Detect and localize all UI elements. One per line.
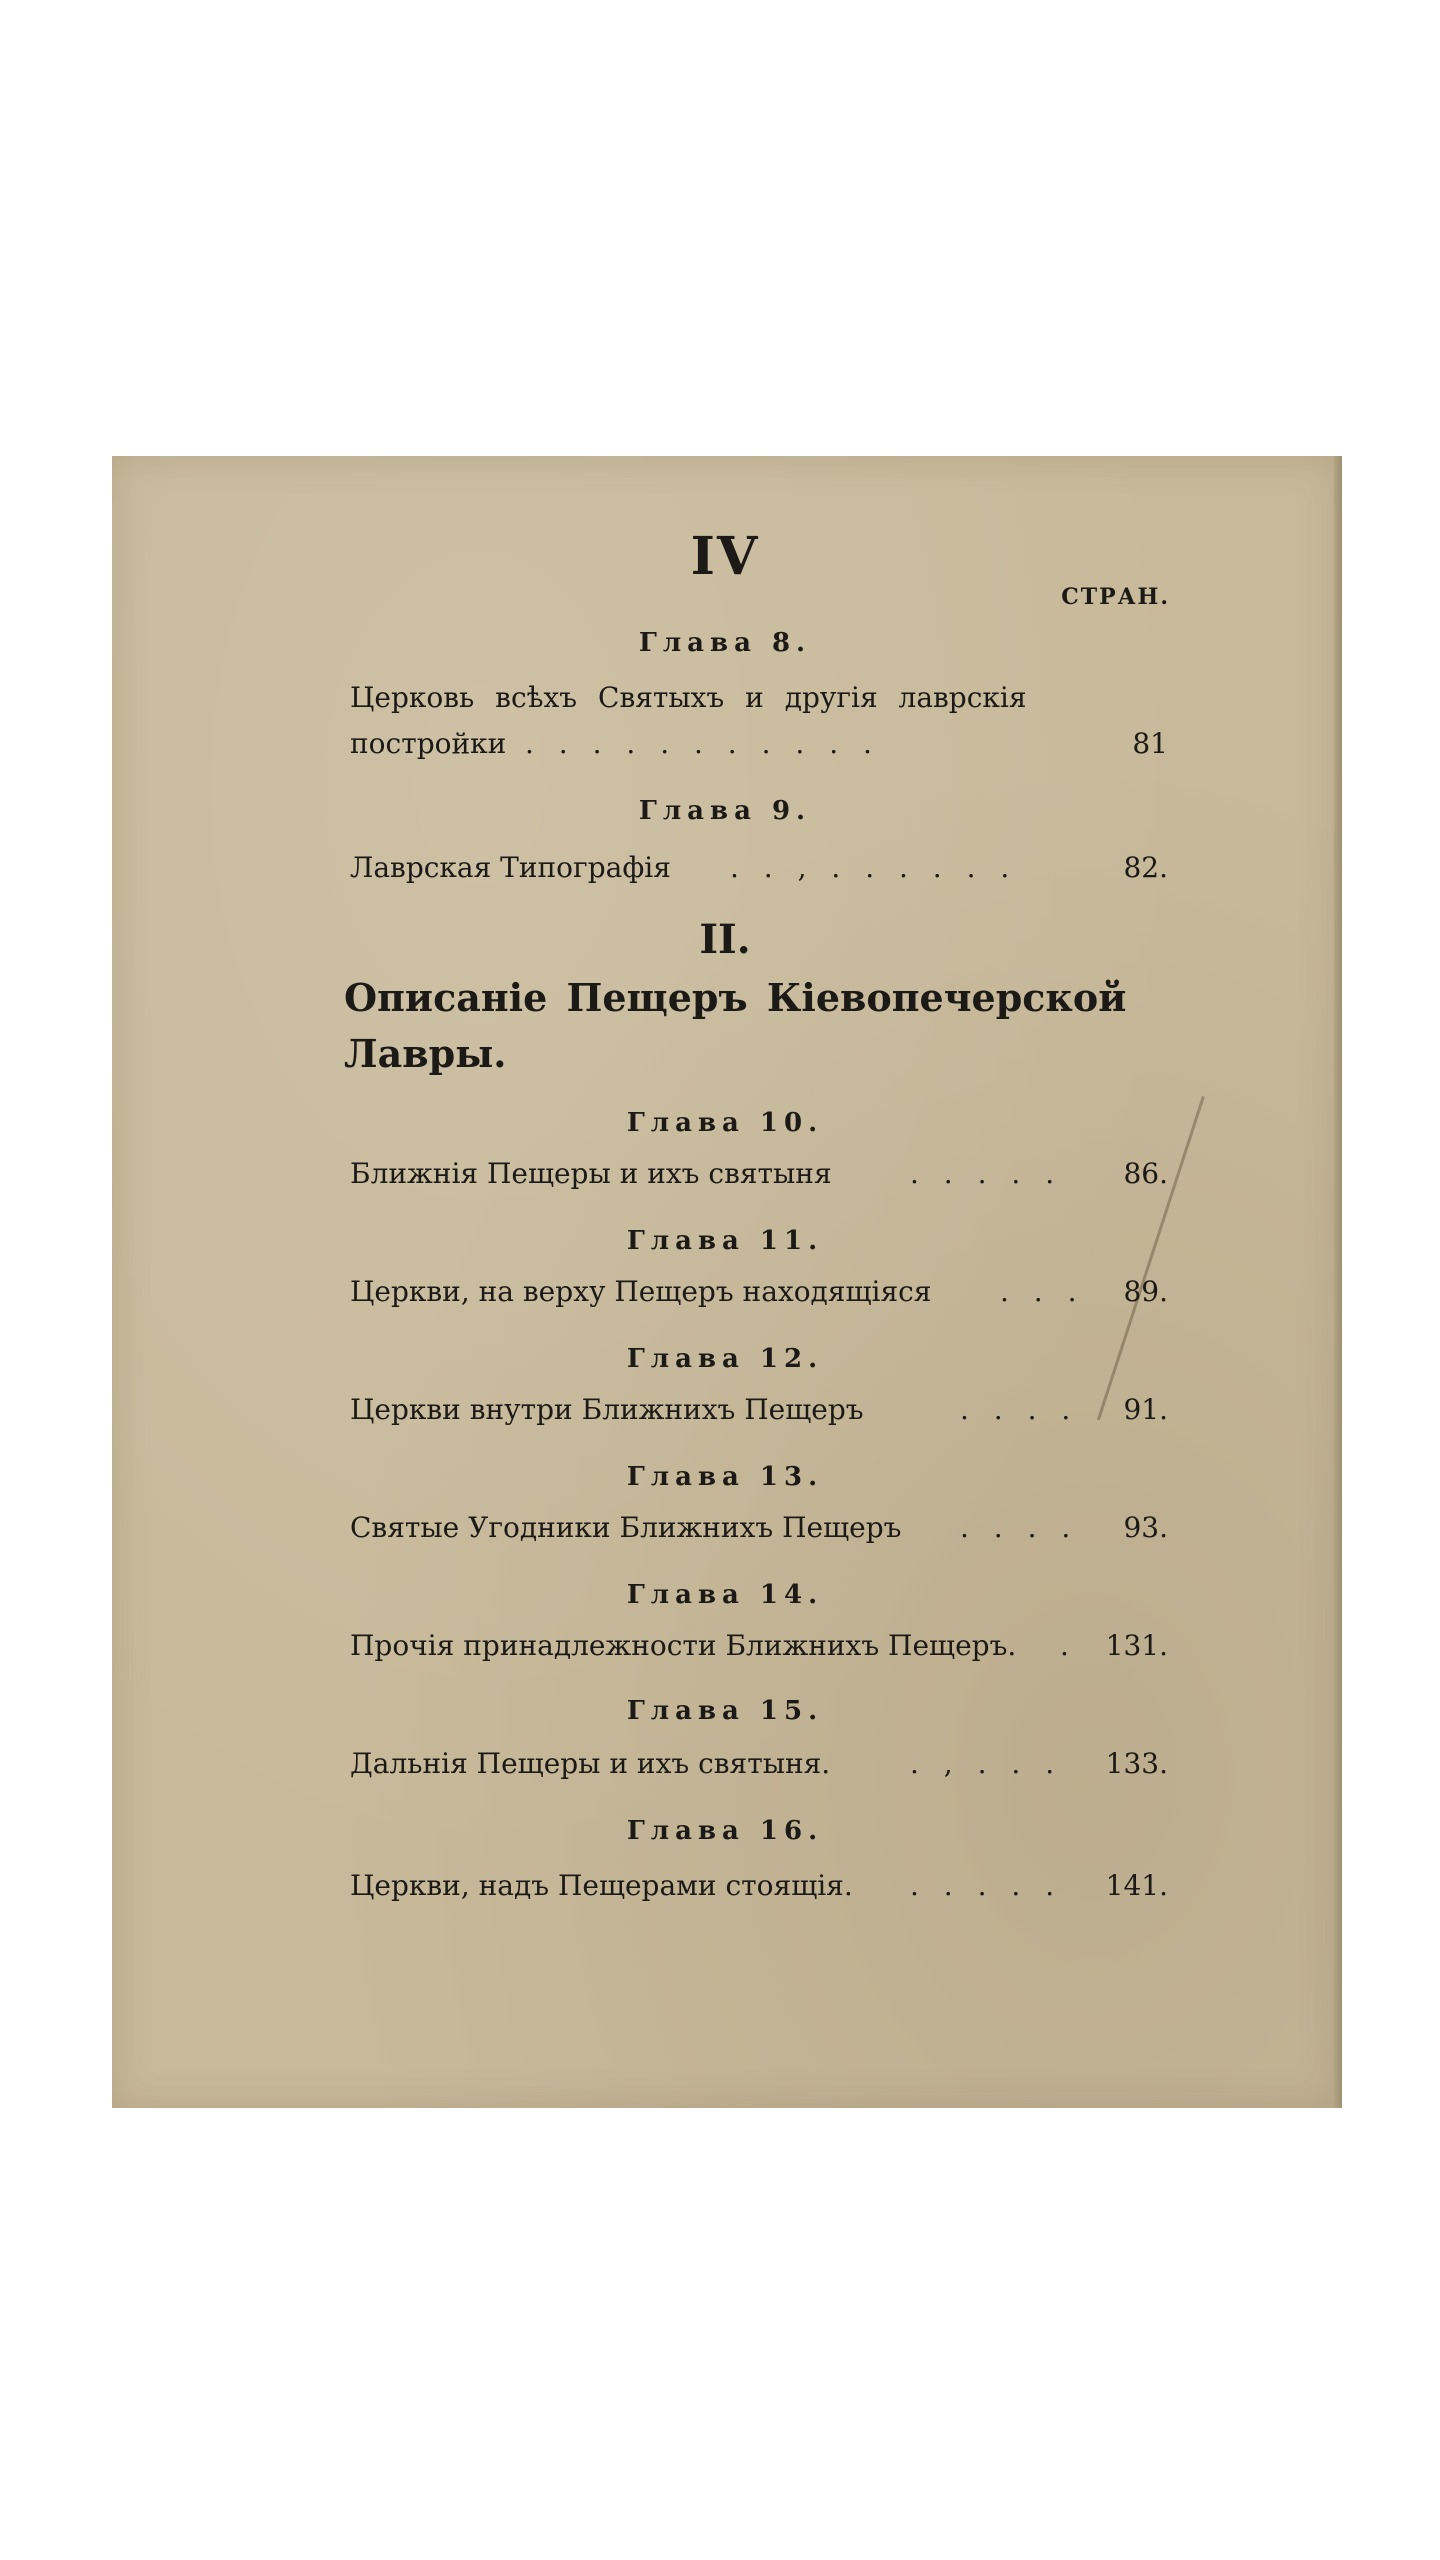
toc-leader-dots: . , . . .: [910, 1747, 1063, 1780]
toc-entry: [350, 1866, 1168, 1906]
chapter-heading: Глава 8.: [638, 628, 812, 658]
part-title: Описаніе Пещеръ Кіевопечерской: [344, 975, 1127, 1020]
toc-entry: [350, 1390, 1168, 1430]
toc-leader-dots: . . .: [1000, 1275, 1085, 1308]
toc-entry-title: Лаврская Типографія: [350, 851, 671, 884]
toc-entry-title: Ближнія Пещеры и ихъ святыня: [350, 1157, 832, 1190]
toc-entry: [350, 1626, 1168, 1666]
toc-entry: [350, 1744, 1168, 1784]
toc-leader-dots: . . . .: [960, 1511, 1079, 1544]
toc-page-number: 141.: [1105, 1869, 1168, 1902]
toc-page-number: 82.: [1123, 851, 1168, 884]
toc-entry-title: Прочія принадлежности Ближнихъ Пещеръ.: [350, 1629, 1017, 1662]
toc-entry-title: Церкви, на верху Пещеръ находящіяся: [350, 1275, 932, 1308]
toc-entry-title: Церкви, надъ Пещерами стоящія.: [350, 1869, 853, 1902]
chapter-heading: Глава 12.: [626, 1344, 824, 1374]
toc-leader-dots: . . . .: [960, 1393, 1079, 1426]
toc-entry-title: Святые Угодники Ближнихъ Пещеръ: [350, 1511, 902, 1544]
chapter-heading: Глава 10.: [626, 1108, 824, 1138]
toc-page-number: 81: [1132, 727, 1168, 760]
page-column-header: СТРАН.: [1061, 584, 1170, 610]
toc-entry: [350, 1272, 1168, 1312]
toc-page-number: 86.: [1123, 1157, 1168, 1190]
toc-entry: [350, 848, 1168, 888]
toc-page-number: 91.: [1123, 1393, 1168, 1426]
book-page: [112, 456, 1338, 2108]
chapter-heading: Глава 14.: [626, 1580, 824, 1610]
chapter-heading: Глава 16.: [626, 1816, 824, 1846]
toc-leader-dots: . . . . . . . . . . .: [525, 727, 880, 760]
toc-entry-title: постройки: [350, 727, 507, 760]
chapter-heading: Глава 11.: [626, 1226, 824, 1256]
toc-leader-dots: . . . . .: [910, 1869, 1063, 1902]
toc-entry: [350, 1508, 1168, 1548]
toc-leader-dots: . . , . . . . . .: [730, 851, 1018, 884]
toc-entry: [350, 1154, 1168, 1194]
page-number: IV: [690, 526, 760, 587]
toc-entry: [350, 724, 1168, 764]
toc-page-number: 131.: [1105, 1629, 1168, 1662]
toc-leader-dots: . . . . .: [910, 1157, 1063, 1190]
toc-leader-dots: .: [1060, 1629, 1077, 1662]
part-number: II.: [699, 916, 751, 963]
chapter-heading: Глава 13.: [626, 1462, 824, 1492]
toc-entry-title: Церкви внутри Ближнихъ Пещеръ: [350, 1393, 864, 1426]
toc-page-number: 93.: [1123, 1511, 1168, 1544]
page-edge: [1334, 456, 1342, 2108]
chapter-heading: Глава 9.: [638, 796, 812, 826]
toc-page-number: 89.: [1123, 1275, 1168, 1308]
part-title-continued: Лавры.: [344, 1031, 507, 1076]
toc-entry-title: Дальнія Пещеры и ихъ святыня.: [350, 1747, 831, 1780]
chapter-heading: Глава 15.: [626, 1696, 824, 1726]
toc-entry-line: Церковь всѣхъ Святыхъ и другія лаврскія: [350, 681, 1027, 714]
toc-page-number: 133.: [1105, 1747, 1168, 1780]
